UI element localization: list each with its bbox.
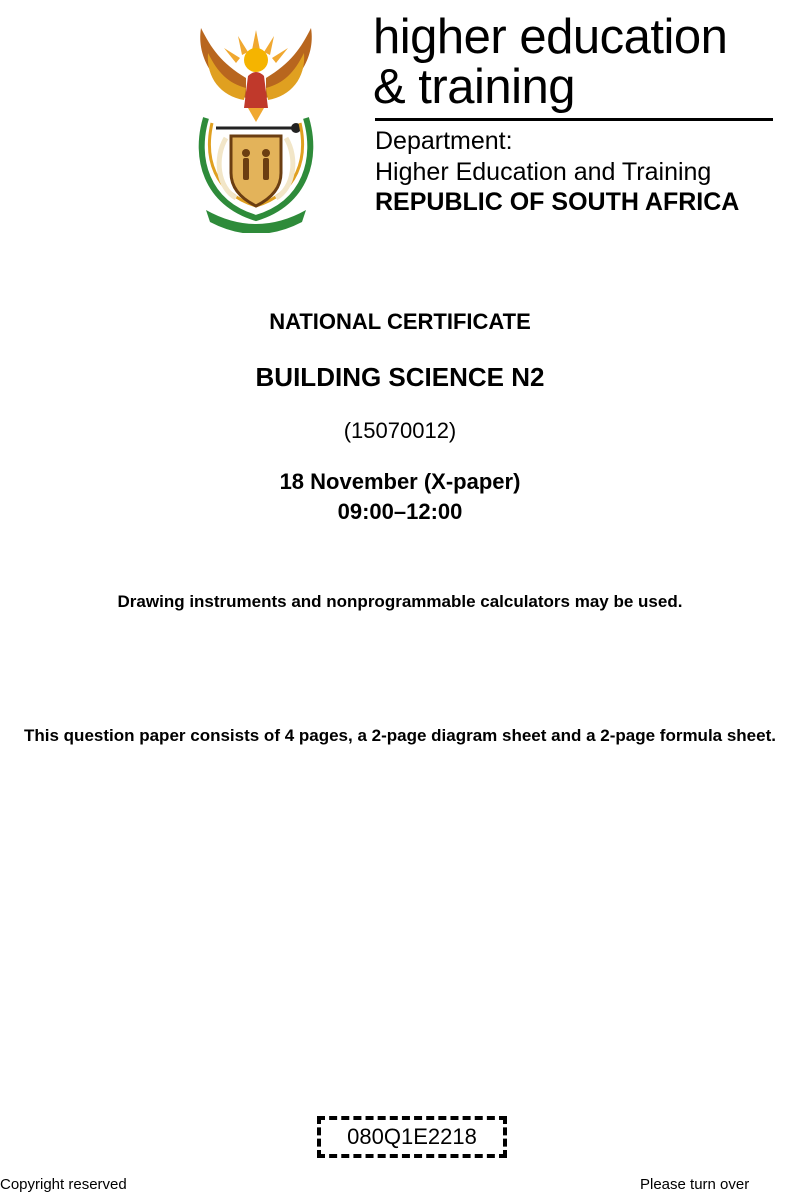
instructions-text: Drawing instruments and nonprogrammable calculators may be used. [117,592,683,611]
country-name: REPUBLIC OF SOUTH AFRICA [375,188,740,216]
motto-banner [206,210,306,233]
exam-date: 18 November (X-paper) [279,469,521,494]
certificate-title: NATIONAL CERTIFICATE [269,309,531,334]
department-label: Department: [375,127,513,155]
subject-title: BUILDING SCIENCE N2 [255,362,545,392]
brand-title [373,12,727,112]
coat-of-arms-logo [176,18,336,233]
pages-note: This question paper consists of 4 pages, a 2-page diagram sheet and a 2-page formula sheet. [24,726,776,745]
exam-time: 09:00–12:00 [337,499,463,524]
footer-turn-over: Please turn over [640,1176,750,1193]
shield [231,136,281,206]
department-name: Higher Education and Training [375,158,712,186]
subject-code: (15070012) [343,418,457,443]
footer-copyright: Copyright reserved [0,1176,127,1193]
brand-divider [375,118,773,121]
brand-line-2: & training [373,60,576,114]
paper-id-box: 080Q1E2218 [317,1116,507,1158]
brand-line-1: higher education [373,10,728,64]
